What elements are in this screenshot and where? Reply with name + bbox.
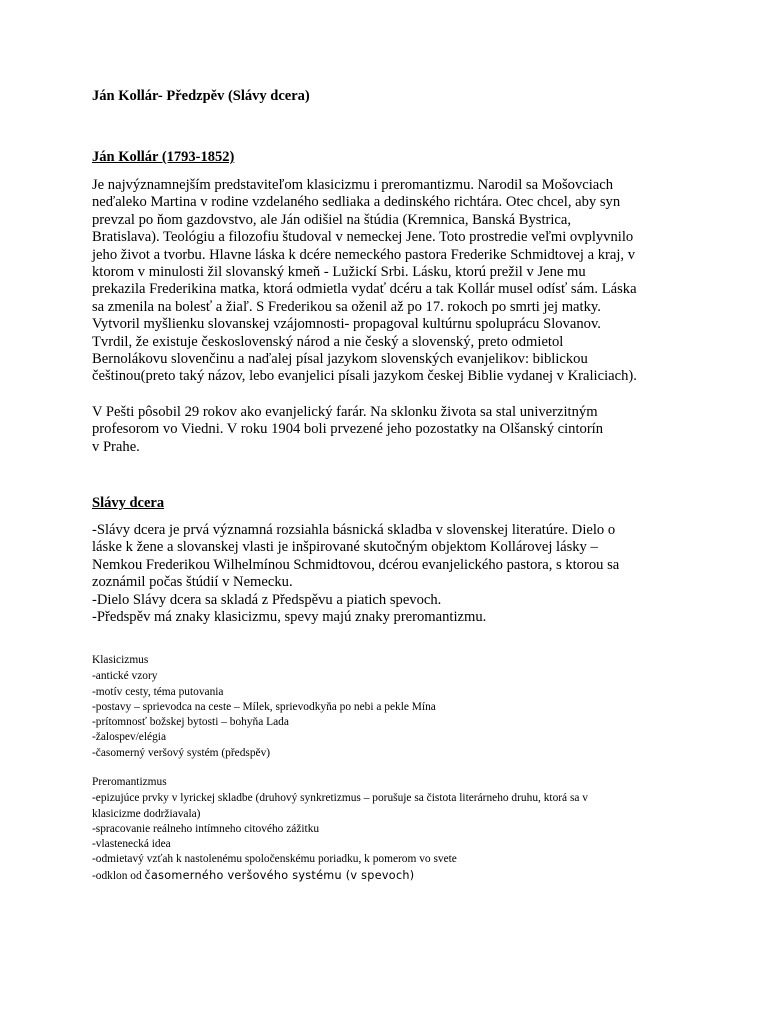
list-item: -prítomnosť božskej bytosti – bohyňa Lada — [92, 716, 289, 729]
list-item: klasicizme dodržiavala) — [92, 807, 201, 820]
text-line: ktorom v minulosti žil slovanský kmeň - Lužickí Srbi. Lásku, ktorú prežil v Jene mu — [92, 264, 586, 281]
list-item: -časomerný veršový systém (předspěv) — [92, 746, 271, 759]
text-line: -Dielo Slávy dcera sa skladá z Předspěvu a piatich spevoch. — [92, 591, 442, 608]
text-line: profesorom vo Viedni. V roku 1904 boli prvezené jeho pozostatky na Olšanský cintorín — [92, 421, 604, 438]
text-line: Je najvýznamnejším predstaviteľom klasicizmu i preromantizmu. Narodil sa Mošovciach — [92, 177, 614, 193]
preromantizmus-list — [92, 775, 588, 884]
list-item: -žalospev/elégia — [92, 731, 167, 744]
text-line: zoznámil počas štúdií v Nemecku. — [92, 574, 293, 591]
text-line: Bratislava). Teológiu a filozofiu študoval v nemeckej Jene. Toto prostredie veľmi ovplyvnilo — [92, 229, 634, 246]
list-item: -vlastenecká idea — [92, 838, 171, 851]
text-line: neďaleko Martina v rodine vzdelaného sedliaka a dedinského richtára. Otec chcel, aby syn — [92, 194, 621, 211]
text-line: V Pešti pôsobil 29 rokov ako evanjelický farár. Na sklonku života sa stal univerzitným — [92, 404, 598, 420]
text-line: Tvrdil, že existuje československý národ a nie český a slovenský, preto odmietol — [92, 333, 564, 350]
list-item: -odmietavý vzťah k nastolenému spoločenskému poriadku, k pomerom vo svete — [92, 853, 457, 866]
text-line: v Prahe. — [92, 438, 140, 455]
list-item-rest: časomerného veršového systému (v spevoch) — [144, 868, 415, 882]
text-line: sa zmenila na bolesť a žiaľ. S Frederikou sa oženil až po 17. rokoch po smrti jej matky. — [92, 298, 601, 315]
list-item: -motív cesty, téma putovania — [92, 685, 224, 698]
preromantizmus-title: Preromantizmus — [92, 776, 167, 788]
text-line: láske k žene a slovanskej vlasti je inšpirované skutočným objektom Kollárovej lásky – — [92, 539, 598, 556]
list-item: -epizujúce prvky v lyrickej skladbe (druhový synkretizmus – porušuje sa čistota literárneho druhu, ktorá sa v — [92, 792, 588, 805]
list-item-prefix: -odklon od — [92, 869, 145, 882]
biography-paragraph-2 — [92, 404, 603, 456]
list-item: -spracovanie reálneho intímneho citového zážitku — [92, 822, 320, 835]
text-line: češtinou(preto taký názov, lebo evanjelici písali jazykom českej Biblie vydanej v Kraliciach). — [92, 368, 637, 385]
klasicizmus-list — [92, 653, 436, 761]
text-line: Vytvoril myšlienku slovanskej vzájomnosti- propagoval kultúrnu spoluprácu Slovanov. — [92, 316, 601, 333]
document-title: Ján Kollár- Předzpěv (Slávy dcera) — [92, 88, 310, 104]
list-item: -postavy – sprievodca na ceste – Mílek, sprievodkyňa po nebi a pekle Mína — [92, 700, 436, 713]
list-item: -antické vzory — [92, 670, 158, 683]
list-item — [92, 868, 588, 884]
text-line: -Slávy dcera je prvá významná rozsiahla básnická skladba v slovenskej literatúre. Dielo o — [92, 522, 616, 538]
biography-heading: Ján Kollár (1793-1852) — [92, 149, 235, 165]
biography-paragraph — [92, 177, 637, 386]
klasicizmus-title: Klasicizmus — [92, 654, 149, 666]
text-line: jeho život a tvorbu. Hlavne láska k dcére nemeckého pastora Frederike Schmidtovej a kraj, v — [92, 246, 636, 263]
text-line: Bernolákovu slovenčinu a naďalej písal jazykom slovenských evanjelikov: biblickou — [92, 351, 588, 368]
work-heading: Slávy dcera — [92, 495, 165, 511]
work-paragraph — [92, 522, 619, 626]
text-line: prekazila Frederikina matka, ktorá odmietla vydať dcéru a tak Kollár musel odísť sám. Láska — [92, 281, 637, 298]
text-line: prevzal po ňom gazdovstvo, ale Ján odišiel na štúdia (Kremnica, Banská Bystrica, — [92, 211, 572, 228]
text-line: Nemkou Frederikou Wilhelmínou Schmidtovou, dcérou evanjelického pastora, s ktorou sa — [92, 556, 620, 573]
text-line: -Předspěv má znaky klasicizmu, spevy majú znaky preromantizmu. — [92, 609, 487, 626]
